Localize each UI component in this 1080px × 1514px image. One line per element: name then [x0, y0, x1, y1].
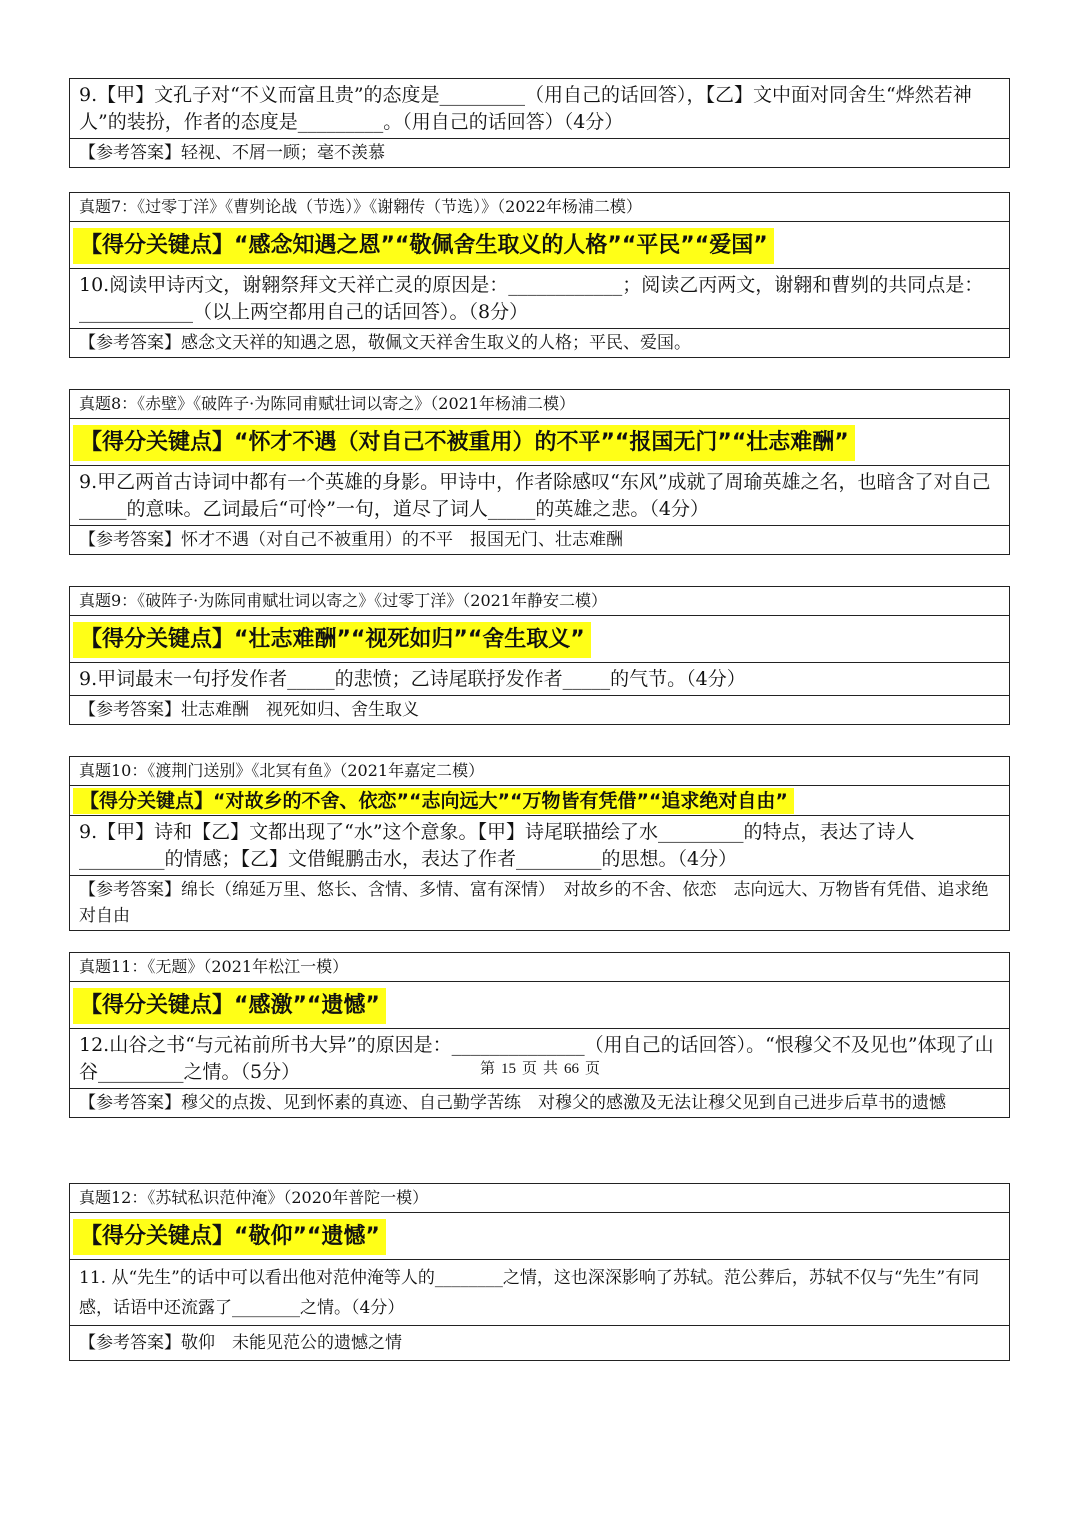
block-title: 真题11：《无题》（2021年松江一模） — [79, 957, 349, 976]
question-text: 11. 从“先生”的话中可以看出他对范仲淹等人的________之情，这也深深影响了苏轼。范公葬后，苏轼不仅与“先生”有同感，话语中还流露了________之情。（4分） — [70, 1259, 1009, 1325]
question-block-4 — [69, 756, 1010, 931]
keypoint-row — [70, 1212, 1009, 1259]
keypoint-row — [70, 221, 1009, 268]
block-title: 真题7：《过零丁洋》《曹刿论战（节选）》《谢翱传（节选）》（2022年杨浦二模） — [79, 197, 642, 216]
answer-text: 【参考答案】怀才不遇（对自己不被重用）的不平 报国无门、壮志难酬 — [70, 525, 1009, 554]
question-text: 9.甲乙两首古诗词中都有一个英雄的身影。甲诗中，作者除感叹“东风”成就了周瑜英雄之名，也暗含了对自己_____的意味。乙词最后“可怜”一句，道尽了词人_____的英雄之悲。（4分） — [70, 465, 1009, 525]
block-title: 真题9：《破阵子·为陈同甫赋壮词以寄之》《过零丁洋》（2021年静安二模） — [79, 591, 607, 610]
answer-text: 【参考答案】壮志难酬 视死如归、舍生取义 — [70, 695, 1009, 724]
footer-suffix: 页 — [585, 1061, 601, 1077]
keypoint-highlight: 【得分关键点】“敬仰”“遗憾” — [73, 1219, 386, 1255]
question-text: 10.阅读甲诗丙文，谢翱祭拜文天祥亡灵的原因是：____________；阅读乙丙两文，谢翱和曹刿的共同点是：____________（以上两空都用自己的话回答）。（8分） — [70, 268, 1009, 328]
question-block-5 — [69, 952, 1010, 1118]
total-pages: 66 — [564, 1061, 580, 1077]
keypoint-row — [70, 785, 1009, 815]
keypoint-highlight: 【得分关键点】“壮志难酬”“视死如归”“舍生取义” — [73, 622, 591, 658]
answer-text: 【参考答案】绵长（绵延万里、悠长、含情、多情、富有深情） 对故乡的不舍、依恋 志向远大、万物皆有凭借、追求绝对自由 — [70, 875, 1009, 930]
answer-text: 【参考答案】穆父的点拨、见到怀素的真迹、自己勤学苦练 对穆父的感激及无法让穆父见到自己进步后草书的遗憾 — [70, 1088, 1009, 1117]
question-text: 9.【甲】文孔子对“不义而富且贵”的态度是_________（用自己的话回答），【乙】文中面对同舍生“烨然若神人”的装扮，作者的态度是_________。（用自己的话回答）（4分） — [79, 84, 972, 133]
answer-text: 【参考答案】感念文天祥的知遇之恩，敬佩文天祥舍生取义的人格；平民、爱国。 — [70, 328, 1009, 357]
footer-prefix: 第 — [479, 1061, 495, 1077]
block-title: 真题8：《赤壁》《破阵子·为陈同甫赋壮词以寄之》（2021年杨浦二模） — [79, 394, 575, 413]
keypoint-highlight: 【得分关键点】“感念知遇之恩”“敬佩舍生取义的人格”“平民”“爱国” — [73, 228, 774, 264]
question-block-0 — [69, 78, 1010, 168]
question-text: 9.【甲】诗和【乙】文都出现了“水”这个意象。【甲】诗尾联描绘了水_________的特点，表达了诗人_________的情感；【乙】文借鲲鹏击水，表达了作者_________的思想。（4分） — [70, 815, 1009, 875]
keypoint-highlight: 【得分关键点】“感激”“遗憾” — [73, 988, 386, 1024]
question-block-1 — [69, 192, 1010, 358]
page-number: 15 — [500, 1061, 516, 1077]
footer-total-label: 共 — [543, 1061, 559, 1077]
block-title: 真题10：《渡荆门送别》《北冥有鱼》（2021年嘉定二模） — [79, 761, 485, 780]
question-text: 12.山谷之书“与元祐前所书大异”的原因是：______________（用自己的话回答）。“恨穆父不及见也”体现了山谷_________之情。（5分） — [70, 1028, 1009, 1088]
keypoint-row — [70, 981, 1009, 1028]
answer-text: 【参考答案】敬仰 未能见范公的遗憾之情 — [70, 1325, 1009, 1360]
footer-page-label: 页 — [521, 1061, 537, 1077]
question-block-3 — [69, 586, 1010, 725]
keypoint-highlight: 【得分关键点】“对故乡的不舍、依恋”“志向远大”“万物皆有凭借”“追求绝对自由” — [73, 788, 794, 814]
keypoint-highlight: 【得分关键点】“怀才不遇（对自己不被重用）的不平”“报国无门”“壮志难酬” — [73, 425, 855, 461]
question-block-2 — [69, 389, 1010, 555]
question-block-6 — [69, 1183, 1010, 1361]
page-footer — [0, 1057, 1080, 1078]
answer-text: 【参考答案】轻视、不屑一顾；毫不羡慕 — [70, 138, 1009, 167]
block-title: 真题12：《苏轼私识范仲淹》（2020年普陀一模） — [79, 1188, 429, 1207]
question-text: 9.甲词最末一句抒发作者_____的悲愤；乙诗尾联抒发作者_____的气节。（4分） — [70, 662, 1009, 695]
keypoint-row — [70, 418, 1009, 465]
keypoint-row — [70, 615, 1009, 662]
